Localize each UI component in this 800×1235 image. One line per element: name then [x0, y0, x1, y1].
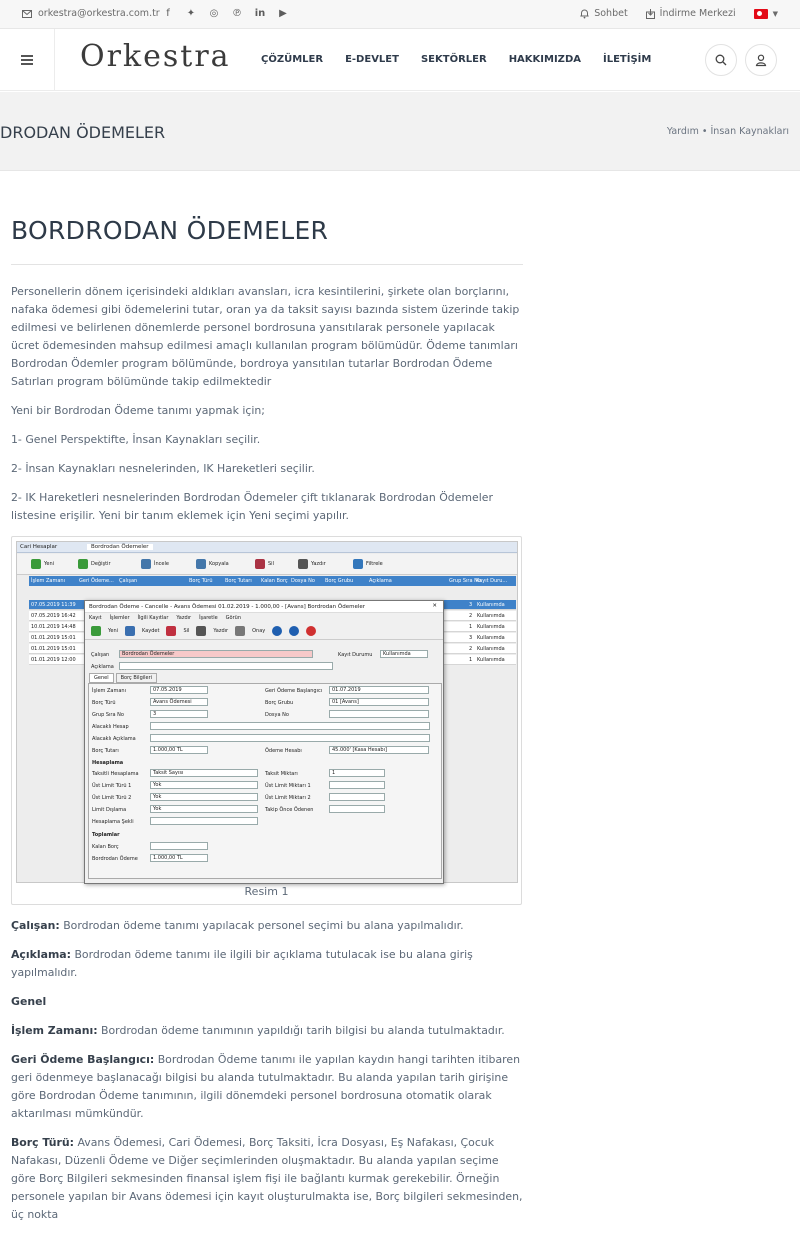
dialog-label: Borç Grubu	[265, 700, 294, 706]
dialog-label: İşlem Zamanı	[92, 688, 126, 694]
dialog-subtab: Borç Bilgileri	[116, 673, 157, 683]
dialog-field	[150, 722, 430, 730]
menu-icon	[21, 59, 33, 61]
toolbar-label: Sil	[268, 561, 274, 567]
screenshot-toolbar	[17, 554, 517, 575]
definition-islem-zamani	[11, 1022, 523, 1040]
row-status: Kullanımda	[477, 602, 505, 608]
dialog-menu-item: Yazdır	[176, 615, 192, 621]
dialog-label: Üst Limit Türü 1	[92, 783, 132, 789]
dialog-field: Yok	[150, 805, 258, 813]
instagram-icon[interactable]: ◎	[209, 8, 219, 19]
app-screenshot	[16, 541, 518, 883]
user-icon	[755, 54, 767, 66]
dialog-label: Üst Limit Miktarı 1	[265, 783, 311, 789]
dialog-field	[119, 662, 333, 670]
nav-item-sektorler[interactable]: SEKTÖRLER	[420, 54, 487, 65]
dialog-label: Kalan Borç	[92, 844, 119, 850]
nav-item-hakkimizda[interactable]: HAKKIMIZDA	[508, 54, 581, 65]
mail-icon	[22, 10, 32, 18]
toolbar-icon	[353, 559, 363, 569]
dialog-menu-item: Görün	[225, 615, 241, 621]
tab-cari-hesaplar: Cari Hesaplar	[20, 544, 58, 550]
definition-geri-odeme	[11, 1051, 523, 1123]
row-seq: 3	[469, 635, 473, 641]
term: Çalışan:	[11, 919, 60, 932]
page-header-title: DRODAN ÖDEMELER	[0, 123, 166, 142]
term: İşlem Zamanı:	[11, 1024, 98, 1037]
chat-label: Sohbet	[594, 8, 628, 19]
dialog-field: 07.05.2019	[150, 686, 208, 694]
dialog-subtab: Genel	[89, 673, 114, 683]
row-status: Kullanımda	[477, 613, 505, 619]
row-date: 07.05.2019 16:42	[31, 613, 76, 619]
dialog-toolbar-icon	[289, 626, 299, 636]
nav-item-iletisim[interactable]: İLETİŞİM	[602, 54, 652, 65]
grid-column-header: Borç Tutarı	[225, 578, 252, 584]
email-text: orkestra@orkestra.com.tr	[38, 8, 160, 19]
divider	[11, 264, 523, 265]
term: Açıklama:	[11, 948, 71, 961]
definition-aciklama	[11, 946, 523, 982]
dialog-menu	[85, 613, 443, 622]
dialog-label: Açıklama	[91, 664, 114, 670]
bell-icon	[580, 9, 589, 19]
definition: Bordrodan ödeme tanımı yapılacak personel seçimi bu alana yapılmalıdır.	[59, 919, 464, 932]
step-1: 1- Genel Perspektifte, İnsan Kaynakları seçilir.	[11, 433, 261, 446]
grid-column-header: Borç Grubu	[325, 578, 354, 584]
row-status: Kullanımda	[477, 635, 505, 641]
figure	[11, 536, 522, 905]
dialog-label: Taksit Miktarı	[265, 771, 298, 777]
toolbar-label: Filtrele	[366, 561, 383, 567]
email-link[interactable]	[22, 8, 160, 19]
screenshot-dialog	[84, 600, 444, 884]
toolbar-label: İncele	[154, 561, 169, 567]
definition-calisan	[11, 917, 523, 935]
grid-column-header: Çalışan	[119, 578, 138, 584]
dialog-label: Limit Dışlama	[92, 807, 127, 813]
definition-borc-turu	[11, 1134, 523, 1224]
row-seq: 1	[469, 624, 473, 630]
toolbar-label: Yeni	[44, 561, 55, 567]
breadcrumb-help[interactable]: Yardım	[666, 126, 699, 137]
social-links	[162, 8, 289, 20]
linkedin-icon[interactable]: in	[254, 8, 266, 19]
row-seq: 2	[469, 646, 473, 652]
page-title: BORDRODAN ÖDEMELER	[11, 216, 329, 245]
dialog-title-text: Bordrodan Ödeme - Cancelle - Avans Ödemesi 01.02.2019 - 1.000,00 - [Avans] Bordrodan Ödemeler	[89, 604, 366, 610]
row-date: 07.05.2019 11:39	[31, 602, 76, 608]
tab-bordrodan-odemeler: Bordrodan Ödemeler	[87, 544, 153, 550]
toolbar-icon	[78, 559, 88, 569]
user-button[interactable]	[745, 44, 777, 76]
intro-paragraph: Personellerin dönem içerisindeki aldıkları avansları, icra kesintilerini, şirkete olan borçlarını, nafaka ödemesi gibi ödemelerini tutar, oran ya da taksit sayısı bazında sistem üzerinde takip edilmesi ve belirlenen dönemlerde personel bordrosuna yansıtılarak personele yapılacak ücret ödemesinden mahsup edilmesi amaçlı kullanılan program bölümüdür. Ödeme tanımları Bordrodan Ödemler program bölümünde, bordroya yansıtılan tutarlar Bordrodan Ödeme Satırları program bölümünde takip edilmektedir	[11, 285, 520, 388]
dialog-field	[150, 817, 258, 825]
row-date: 01.01.2019 12:00	[31, 657, 76, 663]
dialog-menu-item: İlgili Kayıtlar	[137, 615, 169, 621]
dialog-field	[329, 793, 385, 801]
grid-column-header: Geri Ödeme...	[79, 578, 114, 584]
dialog-label: Üst Limit Miktarı 2	[265, 795, 311, 801]
dialog-menu-item: Kayıt	[89, 615, 102, 621]
dialog-field: 3	[150, 710, 208, 718]
dialog-label: Borç Türü	[92, 700, 116, 706]
chat-link[interactable]	[580, 8, 627, 19]
twitter-icon[interactable]: ✦	[186, 8, 196, 19]
chevron-down-icon: ▼	[772, 9, 778, 18]
dialog-panel	[88, 683, 442, 879]
dialog-field: 01.07.2019	[329, 686, 429, 694]
dialog-field	[150, 734, 430, 742]
toolbar-icon	[298, 559, 308, 569]
dialog-toolbar-label: Yazdır	[213, 627, 229, 634]
dialog-toolbar-icon	[235, 626, 245, 636]
dialog-field	[150, 842, 208, 850]
row-status: Kullanımda	[477, 624, 505, 630]
dialog-toolbar-icon	[125, 626, 135, 636]
dialog-field: Yok	[150, 781, 258, 789]
nav-item-e-devlet[interactable]: E-DEVLET	[345, 54, 399, 65]
hamburger-menu-button[interactable]	[0, 29, 55, 91]
term: Geri Ödeme Başlangıcı:	[11, 1053, 155, 1066]
dialog-toolbar-icon	[306, 626, 316, 636]
dialog-label: Dosya No	[265, 712, 289, 718]
dialog-toolbar-label: Yeni	[108, 627, 119, 634]
grid-column-header: Açıklama	[369, 578, 392, 584]
facebook-icon[interactable]: f	[166, 8, 170, 19]
row-seq: 1	[469, 657, 473, 663]
dialog-field: Kullanımda	[380, 650, 428, 658]
dialog-label: Bordrodan Ödeme	[92, 856, 138, 862]
grid-column-header: Dosya No	[291, 578, 315, 584]
dialog-field: 1.000,00 TL	[150, 746, 208, 754]
toolbar-icon	[196, 559, 206, 569]
step-2: 2- İnsan Kaynakları nesnelerinden, IK Hareketleri seçilir.	[11, 462, 315, 475]
dialog-label: Ödeme Hesabı	[265, 748, 302, 754]
nav-menu	[261, 54, 651, 65]
dialog-menu-item: İşlemler	[109, 615, 130, 621]
breadcrumb-separator: •	[701, 126, 708, 137]
dialog-title	[85, 601, 443, 613]
toolbar-icon	[31, 559, 41, 569]
dialog-field: Taksit Sayısı	[150, 769, 258, 777]
dialog-label: Hesaplama Şekli	[92, 819, 134, 825]
dialog-toolbar-icon	[91, 626, 101, 636]
row-status: Kullanımda	[477, 646, 505, 652]
toolbar-label: Yazdır	[311, 561, 326, 567]
grid-column-header: İşlem Zamanı	[31, 578, 65, 584]
screenshot-grid-header	[29, 576, 516, 586]
dialog-toolbar-label: Kaydet	[142, 627, 160, 634]
breadcrumb-hr[interactable]: İnsan Kaynakları	[710, 126, 789, 137]
grid-column-header: Grup Sıra No	[449, 578, 481, 584]
dialog-toolbar-label: Onay	[252, 627, 266, 634]
dialog-label: Grup Sıra No	[92, 712, 124, 718]
search-button[interactable]	[705, 44, 737, 76]
dialog-label: Üst Limit Türü 2	[92, 795, 132, 801]
dialog-section-label: Toplamlar	[92, 832, 120, 838]
turkey-flag-icon	[754, 9, 768, 19]
dialog-field: 45.000' [Kasa Hesabı]	[329, 746, 429, 754]
dialog-toolbar	[85, 622, 443, 640]
download-label: İndirme Merkezi	[659, 8, 736, 19]
dialog-label: Borç Tutarı	[92, 748, 119, 754]
dialog-label: Alacaklı Açıklama	[92, 736, 136, 742]
dialog-field: 1	[329, 769, 385, 777]
dialog-label: Taksitli Hesaplama	[92, 771, 139, 777]
dialog-label: Alacaklı Hesap	[92, 724, 129, 730]
pinterest-icon[interactable]: ℗	[232, 8, 242, 19]
dialog-toolbar-icon	[272, 626, 282, 636]
grid-column-header: Borç Türü	[189, 578, 213, 584]
row-seq: 3	[469, 602, 473, 608]
row-date: 10.01.2019 14:48	[31, 624, 76, 630]
youtube-icon[interactable]: ▶	[279, 8, 287, 19]
dialog-subtabs	[89, 673, 157, 683]
dialog-field: Yok	[150, 793, 258, 801]
paragraph: Yeni bir Bordrodan Ödeme tanımı yapmak için;	[11, 404, 265, 417]
article	[11, 216, 523, 1235]
dialog-section-label: Hesaplama	[92, 760, 124, 766]
figure-caption: Resim 1	[244, 885, 289, 898]
search-icon	[715, 54, 727, 66]
definition: Bordrodan ödeme tanımı ile ilgili bir açıklama tutulacak ise bu alana giriş yapılmalıdır.	[11, 948, 473, 979]
nav-item-cozumler[interactable]: ÇÖZÜMLER	[261, 54, 324, 65]
grid-column-header: Kayıt Duru...	[476, 578, 508, 584]
row-status: Kullanımda	[477, 657, 505, 663]
section-label: Genel	[11, 995, 47, 1008]
page-header	[0, 92, 800, 171]
definition: Bordrodan Ödeme tanımı ile yapılan kaydın hangi tarihten itibaren geri ödenmeye başlanacağı bilgisi bu alanda tutulmaktadır. Bu alanda yapılan tarih girişine göre Bordrodan Ödeme tanımının, ilgili dönemdeki personel bordrosuna otomatik olarak aktarılması mümkündür.	[11, 1053, 520, 1120]
dialog-label: Çalışan	[91, 652, 110, 658]
dialog-label: Kayıt Durumu	[338, 652, 373, 658]
grid-column-header: Kalan Borç	[261, 578, 288, 584]
download-center-link[interactable]	[646, 8, 736, 19]
row-date: 01.01.2019 15:01	[31, 646, 76, 652]
dialog-field: Bordrodan Ödemeler	[119, 650, 313, 658]
download-icon	[646, 9, 655, 19]
main-navigation	[0, 29, 800, 91]
toolbar-icon	[141, 559, 151, 569]
dialog-toolbar-icon	[166, 626, 176, 636]
dialog-label: Geri Ödeme Başlangıcı	[265, 688, 323, 694]
definition: Avans Ödemesi, Cari Ödemesi, Borç Taksiti, İcra Dosyası, Eş Nafakası, Çocuk Nafakası, Düzenli Ödeme ve Diğer seçimlerinden oluşmaktadır. Bu alanda yapılan seçime göre Borç Bilgileri sekmesinden finansal işlem fişi ile bağlantı kurmak gerekebilir. Örneğin personele yapılan bir Avans ödemesi için kayıt oluşturulmakta ise, Borç bilgileri sekmesinden, üç nokta	[11, 1136, 523, 1221]
step-3: 2- IK Hareketleri nesnelerinden Bordrodan Ödemeler çift tıklanarak Bordrodan Ödemeler listesine erişilir. Yeni bir tanım eklemek için Yeni seçimi yapılır.	[11, 491, 493, 522]
dialog-field	[329, 710, 429, 718]
screenshot-tabs	[17, 542, 517, 553]
dialog-toolbar-label: Sil	[183, 627, 190, 634]
dialog-field	[329, 805, 385, 813]
term: Borç Türü:	[11, 1136, 75, 1149]
dialog-label: Takip Önce Ödenen	[265, 807, 314, 813]
section-title	[11, 993, 523, 1011]
row-date: 01.01.2019 15:01	[31, 635, 76, 641]
row-seq: 2	[469, 613, 473, 619]
top-bar	[0, 0, 800, 29]
toolbar-label: Kopyala	[209, 561, 229, 567]
dialog-field	[329, 781, 385, 789]
dialog-field: 1.000,00 TL	[150, 854, 208, 862]
dialog-field: Avans Ödemesi	[150, 698, 208, 706]
close-icon: ✕	[432, 603, 437, 609]
dialog-toolbar-icon	[196, 626, 206, 636]
definition: Bordrodan ödeme tanımının yapıldığı tarih bilgisi bu alanda tutulmaktadır.	[97, 1024, 505, 1037]
language-selector[interactable]	[754, 9, 778, 19]
logo[interactable]: Orkestra	[80, 39, 231, 74]
toolbar-label: Değiştir	[91, 561, 111, 567]
dialog-field: 01 [Avans]	[329, 698, 429, 706]
toolbar-icon	[255, 559, 265, 569]
breadcrumb	[667, 126, 789, 137]
dialog-menu-item: İşaretle	[199, 615, 218, 621]
